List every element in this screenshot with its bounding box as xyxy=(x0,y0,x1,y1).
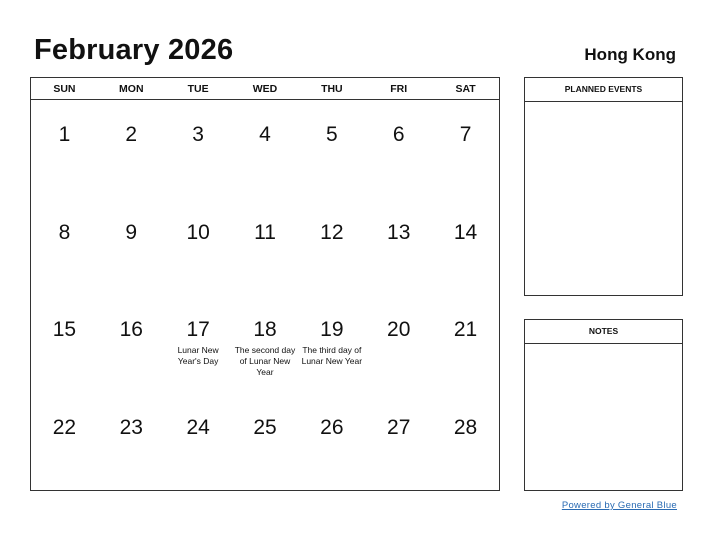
day-cell xyxy=(98,100,165,198)
weekday-thu: THU xyxy=(321,83,343,95)
weekday-mon: MON xyxy=(119,83,144,95)
day-cell xyxy=(365,100,432,198)
day-cell xyxy=(98,295,165,393)
day-number: 25 xyxy=(253,415,277,439)
day-cell xyxy=(31,295,98,393)
weekday-sun: SUN xyxy=(53,83,76,95)
day-cell xyxy=(31,393,98,491)
day-cell xyxy=(365,393,432,491)
day-number: 15 xyxy=(52,318,77,341)
day-number: 1 xyxy=(58,123,71,146)
day-cell xyxy=(432,100,499,198)
day-number: 6 xyxy=(392,123,405,146)
notes-heading: NOTES xyxy=(525,320,682,344)
planned-events-heading: PLANNED EVENTS xyxy=(525,78,682,102)
weekday-tue: TUE xyxy=(187,83,209,95)
day-cell xyxy=(98,198,165,296)
day-number: 9 xyxy=(125,220,138,244)
day-number: 5 xyxy=(326,123,338,146)
weekday-header xyxy=(31,78,499,100)
day-number: 12 xyxy=(320,220,344,244)
day-number: 28 xyxy=(453,415,478,439)
holiday-label: Lunar New Year's Day xyxy=(177,345,219,366)
day-cell xyxy=(298,295,365,393)
holiday-label: The second day of Lunar New Year xyxy=(234,345,296,377)
region-label: Hong Kong xyxy=(584,45,676,64)
planned-events-panel xyxy=(524,77,683,296)
day-cell xyxy=(432,393,499,491)
day-number: 2 xyxy=(125,123,138,146)
weekday-fri: FRI xyxy=(390,83,408,95)
day-cell xyxy=(232,198,299,296)
weekday-sat: SAT xyxy=(455,83,476,95)
day-number: 17 xyxy=(186,318,210,341)
day-number: 7 xyxy=(459,123,472,146)
day-cell xyxy=(298,198,365,296)
day-number: 3 xyxy=(192,123,204,146)
day-cell xyxy=(31,198,98,296)
day-number: 23 xyxy=(119,415,143,439)
day-cell xyxy=(298,100,365,198)
day-number: 21 xyxy=(453,318,478,341)
holiday-label: The third day of Lunar New Year xyxy=(301,345,363,366)
day-cell xyxy=(232,295,299,393)
day-number: 16 xyxy=(119,318,143,341)
day-cell xyxy=(98,393,165,491)
day-cell xyxy=(232,393,299,491)
page-title: February 2026 xyxy=(34,34,234,66)
day-number: 10 xyxy=(186,220,210,244)
day-number: 20 xyxy=(387,318,411,341)
day-cell xyxy=(165,100,232,198)
day-cell xyxy=(365,295,432,393)
day-cell xyxy=(432,198,499,296)
day-cell xyxy=(165,198,232,296)
weekday-wed: WED xyxy=(252,83,278,95)
day-cell xyxy=(298,393,365,491)
day-cell xyxy=(165,295,232,393)
day-number: 24 xyxy=(186,415,210,439)
powered-by-link[interactable]: Powered by General Blue xyxy=(561,500,677,511)
day-number: 13 xyxy=(387,220,411,244)
day-number: 18 xyxy=(253,318,277,341)
calendar-days xyxy=(31,100,499,490)
day-number: 14 xyxy=(453,220,478,244)
day-number: 8 xyxy=(58,220,71,244)
notes-panel xyxy=(524,319,683,491)
day-cell xyxy=(165,393,232,491)
day-number: 19 xyxy=(320,318,344,341)
day-number: 26 xyxy=(320,415,344,439)
day-number: 22 xyxy=(52,415,77,439)
day-number: 27 xyxy=(387,415,411,439)
day-cell xyxy=(31,100,98,198)
day-cell xyxy=(432,295,499,393)
day-cell xyxy=(365,198,432,296)
day-number: 4 xyxy=(259,123,271,146)
calendar-grid xyxy=(30,77,500,491)
day-cell xyxy=(232,100,299,198)
day-number: 11 xyxy=(254,220,276,244)
